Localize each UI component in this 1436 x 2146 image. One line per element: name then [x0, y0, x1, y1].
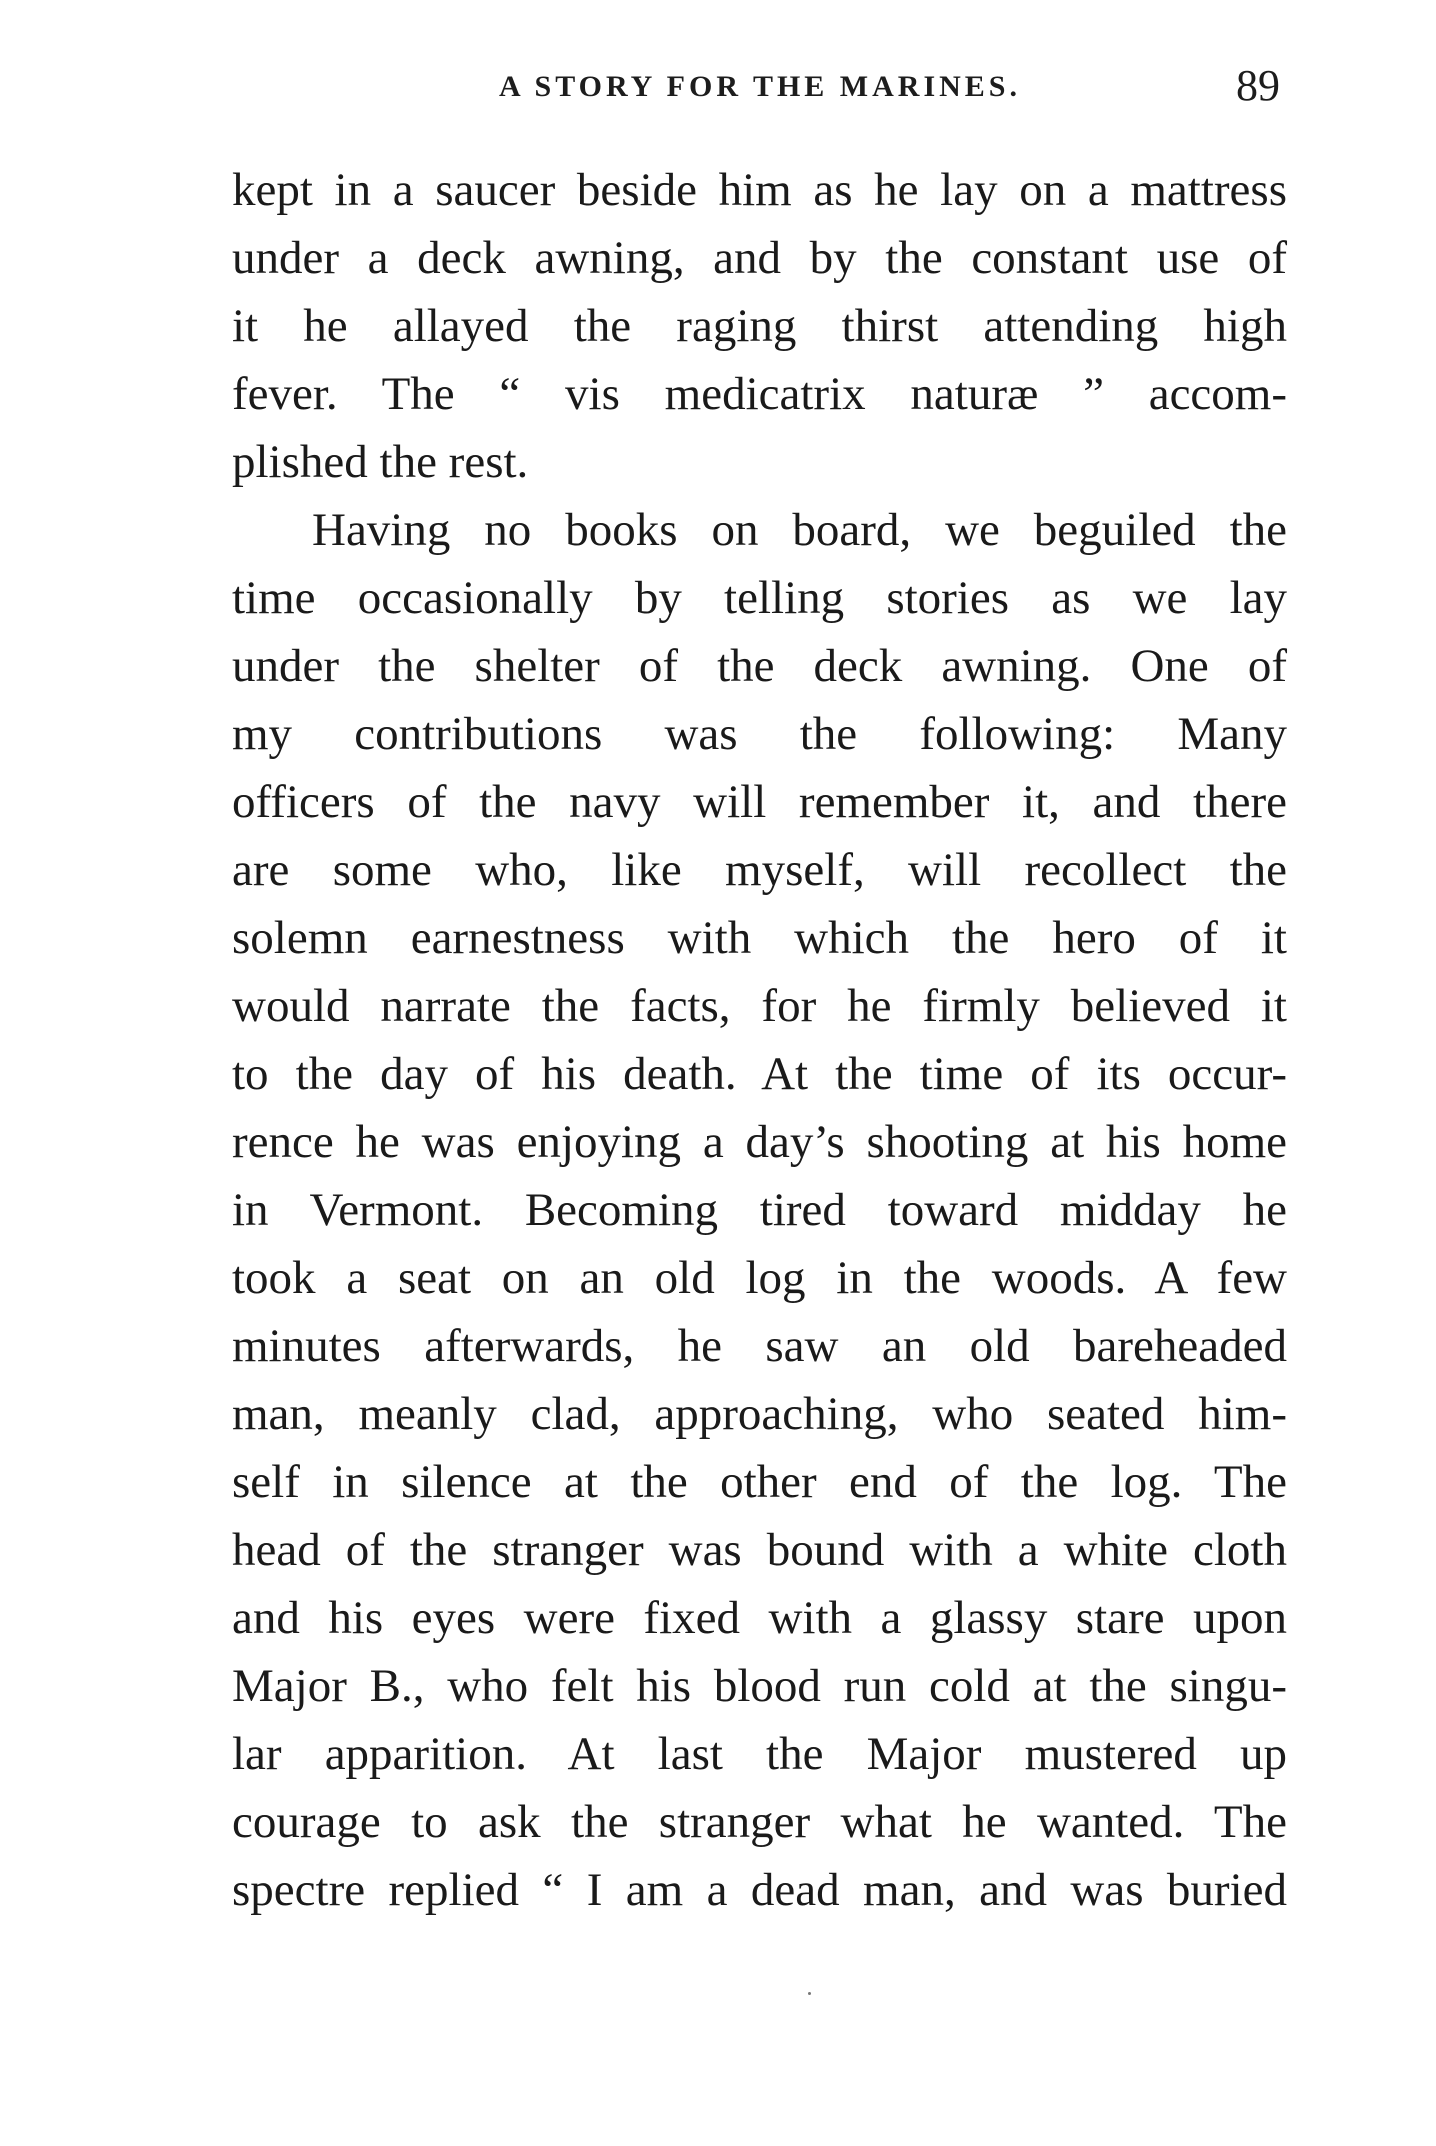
text-line: would narrate the facts, for he firmly believed it: [232, 980, 1287, 1032]
text-line: took a seat on an old log in the woods. A few: [232, 1252, 1287, 1304]
text-line: fever. The “ vis medicatrix naturæ ” accom-: [232, 368, 1287, 420]
print-speck: [808, 1992, 811, 1995]
text-line: minutes afterwards, he saw an old bareheaded: [232, 1320, 1287, 1372]
text-line: and his eyes were fixed with a glassy stare upon: [232, 1592, 1287, 1644]
text-line: courage to ask the stranger what he wanted. The: [232, 1796, 1287, 1848]
text-line: spectre replied “ I am a dead man, and was buried: [232, 1864, 1287, 1916]
text-line: my contributions was the following: Many: [232, 708, 1287, 760]
text-line: head of the stranger was bound with a white cloth: [232, 1524, 1287, 1576]
text-line: lar apparition. At last the Major mustered up: [232, 1728, 1287, 1780]
text-line: Major B., who felt his blood run cold at the singu-: [232, 1660, 1287, 1712]
text-line: to the day of his death. At the time of its occur-: [232, 1048, 1287, 1100]
text-line: rence he was enjoying a day’s shooting at his home: [232, 1116, 1287, 1168]
text-line: officers of the navy will remember it, and there: [232, 776, 1287, 828]
text-line: in Vermont. Becoming tired toward midday he: [232, 1184, 1287, 1236]
text-line: Having no books on board, we beguiled the: [312, 504, 1287, 556]
text-line: time occasionally by telling stories as we lay: [232, 572, 1287, 624]
text-line: under the shelter of the deck awning. One of: [232, 640, 1287, 692]
text-line: kept in a saucer beside him as he lay on a mattress: [232, 164, 1287, 216]
page-number: 89: [1236, 61, 1280, 110]
text-line: plished the rest.: [232, 436, 529, 488]
body-text: [232, 156, 1287, 1924]
running-title: A STORY FOR THE MARINES.: [499, 70, 1021, 103]
running-head: [230, 60, 1290, 120]
text-line: are some who, like myself, will recollect the: [232, 844, 1287, 896]
paragraph: [232, 496, 1287, 1924]
paragraph: [232, 156, 1287, 496]
text-line: self in silence at the other end of the log. The: [232, 1456, 1287, 1508]
text-line: solemn earnestness with which the hero of it: [232, 912, 1287, 964]
text-line: man, meanly clad, approaching, who seated him-: [232, 1388, 1287, 1440]
text-line: it he allayed the raging thirst attending high: [232, 300, 1287, 352]
text-line: under a deck awning, and by the constant use of: [232, 232, 1287, 284]
